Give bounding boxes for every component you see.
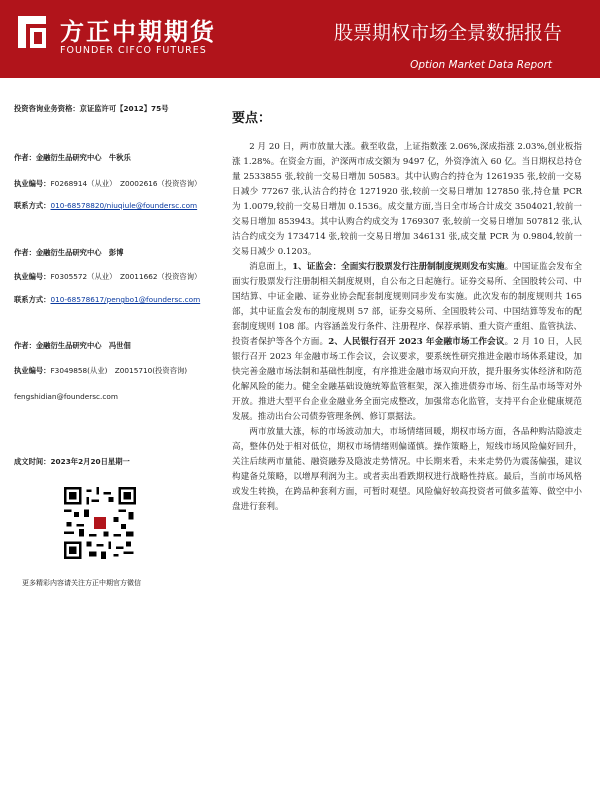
- contact-link[interactable]: 010-68578820/niuqiule@foundersc.com: [50, 201, 198, 210]
- report-date: 成文时间：2023年2月20日星期一: [14, 457, 130, 466]
- license-label: 执业编号：: [14, 366, 51, 375]
- report-body: [232, 140, 582, 515]
- news-intro: 消息面上，: [249, 262, 293, 272]
- contact-link[interactable]: 010-68578617/pengbo1@foundersc.com: [50, 295, 201, 304]
- section-title: 要点：: [232, 111, 272, 126]
- report-subtitle: Option Market Data Report: [410, 59, 552, 71]
- license-number: F0305572（从业） Z0011662（投资咨询）: [50, 272, 202, 281]
- qualification-text: 投资咨询业务资格：京证监许可【2012】75号: [14, 104, 169, 113]
- author-name: 作者：金融衍生品研究中心 冯世佃: [14, 341, 131, 350]
- paragraph-strategy: 两市放量大涨，标的市场波动加大，市场情绪回暖，期权市场方面，各品种购沽隐波走高，整体仍处于相对低位，期权市场情绪则偏谨慎。操作策略上，短线市场风险偏好回升，关注后续两市量能、融资融券及隐波走势情况。中长期来看，未来走势仍为震荡偏强，建议构建备兑策略，以增厚利润为主。或者卖出看跌期权进行战略性持底。最后，当前市场风格或发生转换，在跨品种套利方面，可暂时观望。风险偏好较高投资者可做多蓝筹、做空中小盘进行套利。: [232, 427, 582, 512]
- report-title: 股票期权市场全景数据报告: [333, 22, 562, 44]
- paragraph-news: [232, 260, 582, 425]
- contact-email: fengshidian@foundersc.com: [14, 392, 118, 401]
- logo-english: FOUNDER CIFCO FUTURES: [60, 45, 207, 56]
- logo-chinese: 方正中期期货: [60, 18, 216, 46]
- license-label: 执业编号：: [14, 272, 51, 281]
- license-line: [14, 179, 201, 189]
- contact-label: 联系方式：: [14, 201, 51, 210]
- license-number: F3049858(从业) Z0015710(投资咨询): [50, 366, 188, 375]
- author-name: 作者：金融衍生品研究中心 彭博: [14, 248, 124, 257]
- news-body-1: 。中国证监会发布全面实行股票发行注册制相关制度规则，自公布之日起施行。证券交易所、全国股转公司、中国结算、中证金融、证券业协会配套制度规则同步发布实施。此次发布的制度规则共 165 部，其中证监会发布的制度规则 57 部，证券交易所、全国股转公司、中国结算等发布的配套制度规则 108 部。内容涵盖发行条件、注册程序、保荐承销、重大资产重组、监管执法、投资者保护等各个方面。: [232, 262, 582, 347]
- author-name: 作者：金融衍生品研究中心 牛秋乐: [14, 153, 131, 162]
- news-body-2: 。2 月 10 日，人民银行召开 2023 年金融市场工作会议，会议要求，要系统性研究推进金融市场体系建设，加快完善金融市场法制和基础性制度，有序推进金融市场双向开放，提升服务实体经济和防范化解风险的能力。健全金融基础设施统筹监管框架，深入推进债券市场、衍生品市场等对外开放。推进大型平台企业金融业务全面完成整改，加强常态化监管，支持平台企业健康规范发展。推动出台公司债券管理条例、修订票据法。: [232, 337, 582, 422]
- qr-code-icon: [64, 487, 136, 559]
- report-header: [0, 0, 600, 78]
- news-headline-1: 1、证监会：全面实行股票发行注册制制度规则发布实施: [292, 262, 505, 272]
- founder-logo-icon: [14, 12, 50, 52]
- contact-label: 联系方式：: [14, 295, 51, 304]
- qr-caption: 更多精彩内容请关注方正中期官方微信: [22, 579, 141, 587]
- paragraph-market-summary: 2 月 20 日，两市放量大涨。截至收盘，上证指数涨 2.06%,深成指涨 2.03%,创业板指涨 1.28%。在资金方面，沪深两市成交额为 9497 亿，外资净流入 60 亿。当日期权总持仓量 2533855 张,较前一交易日增加 50583。其中认购合约持仓为 1261935 张,较前一交易日减少 77267 张,认沽合约持仓 1271920 张,较前一交易日增加 127850 张,持仓量 PCR 为 1.0079,较前一交易日增加 0.1536。成交量方面,当日全市场合计成交 3504021,较前一交易日增加 853943。其中认购合约成交为 1769307 张,较前一交易日增加 507812 张,认沽合约成交为 1734714 张,较前一交易日增加 346131 张,成交量 PCR 为 0.9804,较前一交易日减少 0.1203。: [232, 142, 582, 257]
- contact-line: [14, 201, 197, 211]
- license-label: 执业编号：: [14, 179, 51, 188]
- license-line: [14, 272, 201, 282]
- license-number: F0268914（从业） Z0002616（投资咨询）: [50, 179, 202, 188]
- license-line: [14, 366, 187, 376]
- contact-line: [14, 295, 200, 305]
- news-headline-2: 2、人民银行召开 2023 年金融市场工作会议: [328, 337, 505, 347]
- contact-line: [14, 392, 118, 401]
